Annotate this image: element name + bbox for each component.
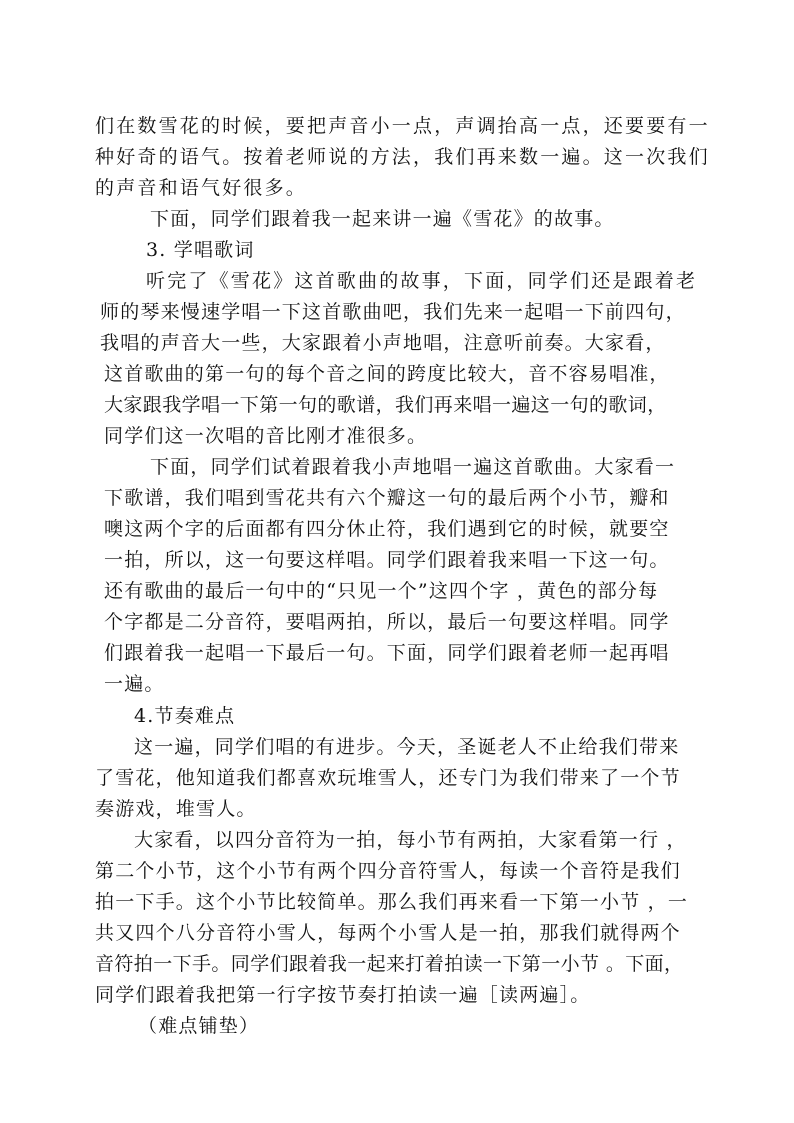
text-line: 们在数雪花的时候，要把声音小一点，声调抬高一点，还要要有一 [95, 115, 710, 137]
text-line: 同学们跟着我把第一行字按节奏打拍读一遍［读两遍］。 [95, 984, 591, 1006]
text-line: 的声音和语气好很多。 [95, 177, 308, 199]
section-heading: 4.节奏难点 [134, 705, 236, 727]
text-line: 听完了《雪花》这首歌曲的故事，下面，同学们还是跟着老 [146, 270, 698, 292]
text-line: 大家看，以四分音符为一拍，每小节有两拍，大家看第一行 ， [134, 829, 687, 851]
text-line: 个字都是二分音符，要唱两拍，所以，最后一句要这样唱。同学 [104, 611, 670, 633]
text-line: （难点铺垫） [138, 1015, 260, 1037]
text-line: 一遍。 [104, 673, 165, 695]
text-line: 奏游戏，堆雪人。 [95, 798, 257, 820]
text-line: 们跟着我一起唱一下最后一句。下面，同学们跟着老师一起再唱 [104, 642, 670, 664]
text-line: 这首歌曲的第一句的每个音之间的跨度比较大，音不容易唱准， [104, 363, 670, 385]
text-line: 音符拍一下手。同学们跟着我一起来打着拍读一下第一小节 。下面， [95, 953, 684, 975]
text-line: 拍一下手。这个小节比较简单。那么我们再来看一下第一小节 ，一 [95, 891, 689, 913]
section-heading: 3. 学唱歌词 [146, 239, 255, 261]
text-line: 同学们这一次唱的音比刚才准很多。 [104, 425, 428, 447]
text-line: 一拍，所以，这一句要这样唱。同学们跟着我来唱一下这一句。 [104, 549, 670, 571]
text-line: 我唱的声音大一些，大家跟着小声地唱，注意听前奏。大家看， [100, 332, 666, 354]
text-line: 大家跟我学唱一下第一句的歌谱，我们再来唱一遍这一句的歌词， [104, 394, 667, 416]
text-line: 噢这两个字的后面都有四分休止符，我们遇到它的时候，就要空 [104, 518, 670, 540]
text-line: 还有歌曲的最后一句中的“只见一个”这四个字 ，黄色的部分每 [104, 580, 659, 602]
text-line: 下面，同学们跟着我一起来讲一遍《雪花》的故事。 [150, 208, 615, 230]
text-line: 种好奇的语气。按着老师说的方法，我们再来数一遍。这一次我们 [95, 146, 710, 168]
text-line: 第二个小节，这个小节有两个四分音符雪人，每读一个音符是我们 [95, 860, 681, 882]
text-line: 下歌谱，我们唱到雪花共有六个瓣这一句的最后两个小节，瓣和 [104, 487, 670, 509]
text-line: 这一遍，同学们唱的有进步。今天，圣诞老人不止给我们带来 [134, 736, 680, 758]
text-line: 了雪花，他知道我们都喜欢玩堆雪人，还专门为我们带来了一个节 [95, 767, 681, 789]
text-line: 下面，同学们试着跟着我小声地唱一遍这首歌曲。大家看一 [150, 456, 676, 478]
text-line: 师的琴来慢速学唱一下这首歌曲吧，我们先来一起唱一下前四句， [100, 301, 686, 323]
text-line: 共又四个八分音符小雪人，每两个小雪人是一拍，那我们就得两个 [95, 922, 681, 944]
